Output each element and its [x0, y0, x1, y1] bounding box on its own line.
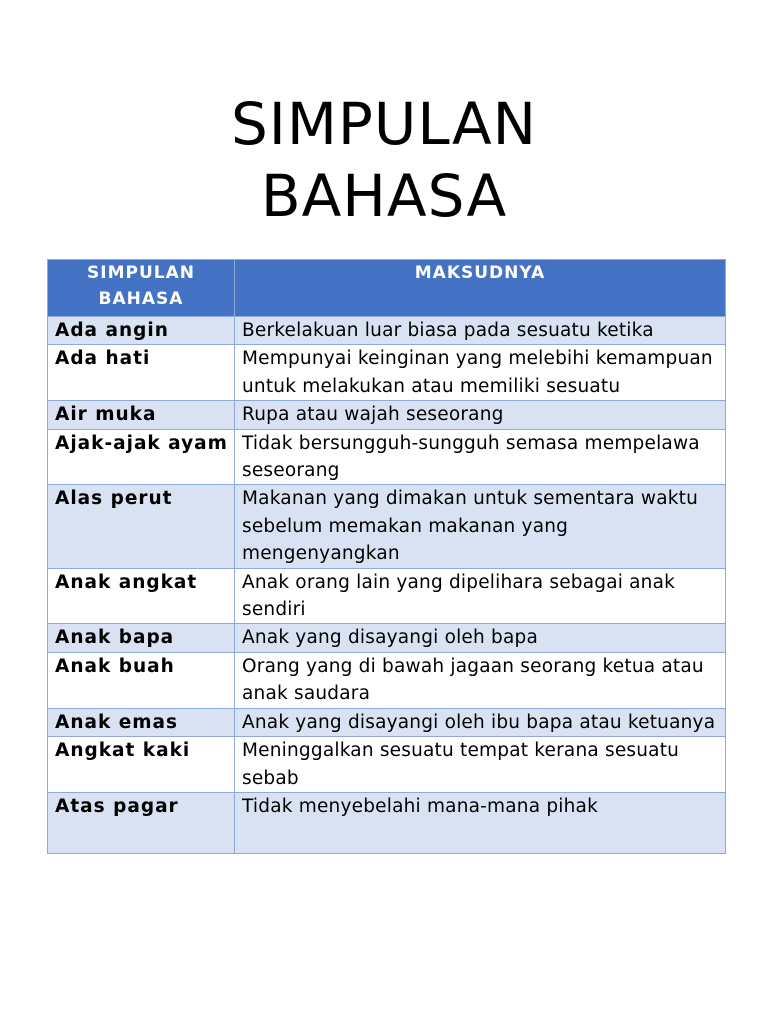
table-row [48, 708, 726, 736]
page-title [0, 88, 768, 232]
idiom-meaning: Rupa atau wajah seseorang [235, 401, 726, 429]
idiom-term: Ada angin [48, 317, 235, 345]
idiom-term: Anak angkat [48, 568, 235, 624]
page-title-line-2: BAHASA [260, 162, 508, 230]
idiom-term: Ada hati [48, 345, 235, 401]
table-row [48, 485, 726, 568]
idiom-term: Anak bapa [48, 624, 235, 652]
table-header-row [48, 260, 726, 317]
idiom-meaning: Meninggalkan sesuatu tempat kerana sesuatu sebab [235, 737, 726, 793]
idiom-term: Ajak-ajak ayam [48, 429, 235, 485]
table-row [48, 792, 726, 853]
idiom-term: Air muka [48, 401, 235, 429]
idiom-meaning: Anak yang disayangi oleh ibu bapa atau ketuanya [235, 708, 726, 736]
idiom-term: Atas pagar [48, 792, 235, 853]
table-row [48, 345, 726, 401]
table-row [48, 317, 726, 345]
header-maksudnya: MAKSUDNYA [235, 260, 726, 317]
idiom-meaning: Orang yang di bawah jagaan seorang ketua atau anak saudara [235, 652, 726, 708]
idiom-meaning: Anak yang disayangi oleh bapa [235, 624, 726, 652]
table-row [48, 737, 726, 793]
table-row [48, 652, 726, 708]
idiom-meaning: Anak orang lain yang dipelihara sebagai anak sendiri [235, 568, 726, 624]
page-title-line-1: SIMPULAN [230, 90, 538, 158]
idiom-table [47, 259, 726, 854]
idiom-meaning: Mempunyai keinginan yang melebihi kemampuan untuk melakukan atau memiliki sesuatu [235, 345, 726, 401]
header-simpulan-bahasa: SIMPULAN BAHASA [48, 260, 235, 317]
table-row [48, 401, 726, 429]
table-row [48, 624, 726, 652]
table-row [48, 429, 726, 485]
idiom-term: Alas perut [48, 485, 235, 568]
table-row [48, 568, 726, 624]
idiom-meaning: Makanan yang dimakan untuk sementara waktu sebelum memakan makanan yang mengenyangkan [235, 485, 726, 568]
idiom-term: Anak emas [48, 708, 235, 736]
idiom-term: Anak buah [48, 652, 235, 708]
idiom-meaning: Tidak bersungguh-sungguh semasa mempelawa seseorang [235, 429, 726, 485]
idiom-meaning: Berkelakuan luar biasa pada sesuatu ketika [235, 317, 726, 345]
idiom-meaning: Tidak menyebelahi mana-mana pihak [235, 792, 726, 853]
idiom-term: Angkat kaki [48, 737, 235, 793]
